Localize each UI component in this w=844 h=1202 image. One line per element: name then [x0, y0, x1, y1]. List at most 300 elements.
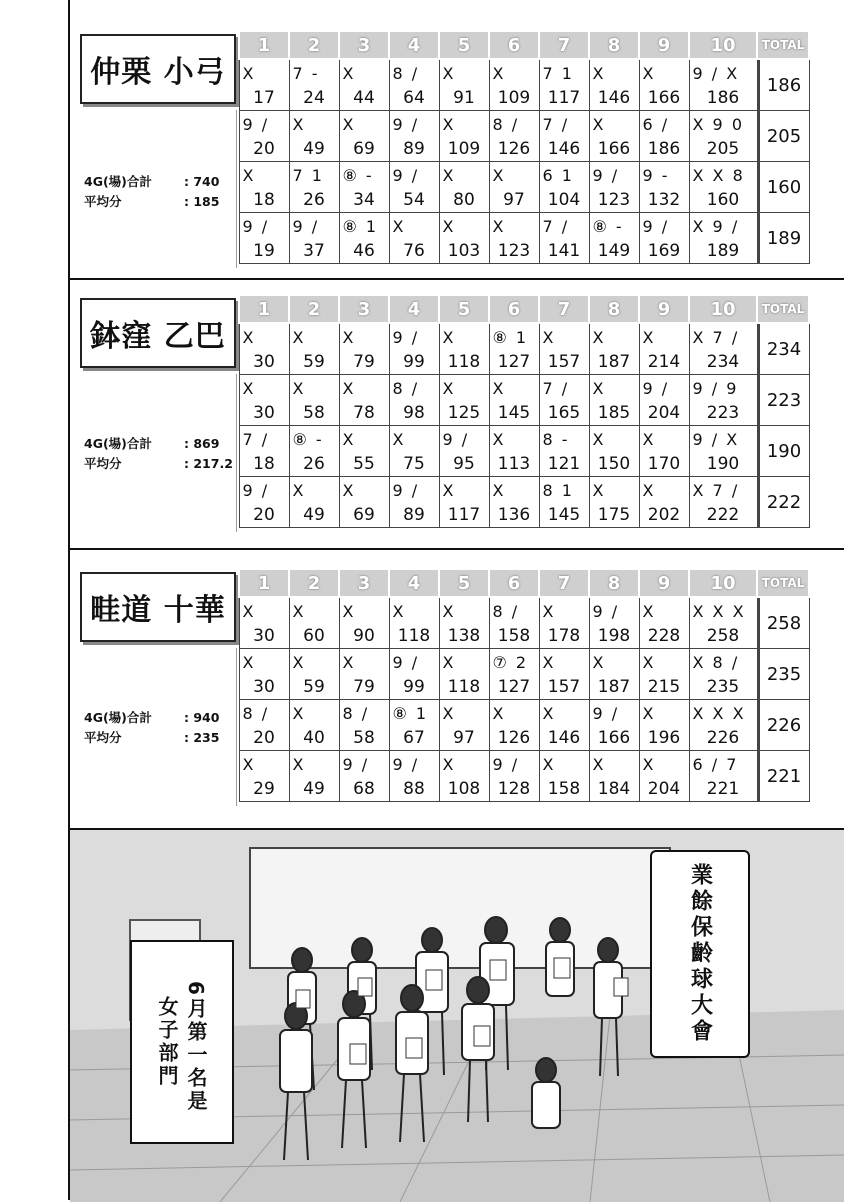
frame-number: 10	[689, 569, 757, 597]
frame-cumulative-score: 69	[353, 505, 375, 525]
frame-cumulative-score: 60	[303, 626, 325, 646]
frame-cell	[289, 59, 339, 111]
watermark: 77mh.com	[699, 1167, 824, 1192]
frame-number: 2	[289, 295, 339, 323]
frame-cell	[489, 751, 539, 802]
frame-marks: 7 1	[542, 63, 574, 83]
frame-cumulative-score: 49	[303, 139, 325, 159]
frame-cumulative-score: 157	[547, 677, 581, 697]
frame-marks: X	[342, 63, 356, 83]
frame-cell	[239, 700, 289, 751]
frame-marks: X	[592, 114, 606, 134]
frame-cell	[539, 375, 589, 426]
frame-number: 10	[689, 31, 757, 59]
frame-marks: 9 /	[442, 429, 470, 449]
frame-cell	[689, 751, 757, 802]
frame-cumulative-score: 132	[647, 190, 681, 210]
frame-number: 3	[339, 295, 389, 323]
frame-cumulative-score: 68	[353, 779, 375, 799]
frame-cell	[639, 597, 689, 649]
frame-marks: X	[442, 378, 456, 398]
frame-cell	[589, 597, 639, 649]
frame-marks: X	[392, 601, 406, 621]
frame-marks: X 9 0	[692, 114, 744, 134]
frame-cell	[289, 700, 339, 751]
frame-number: 2	[289, 31, 339, 59]
frame-marks: 9 /	[392, 754, 420, 774]
frame-cumulative-score: 166	[597, 139, 631, 159]
frame-cumulative-score: 59	[303, 352, 325, 372]
frame-number: 7	[539, 569, 589, 597]
frame-marks: X	[492, 216, 506, 236]
frame-cell	[339, 59, 389, 111]
frame-cell	[339, 751, 389, 802]
player-stats-1	[84, 172, 219, 212]
frame-cumulative-score: 222	[706, 505, 740, 525]
frame-marks: 9 /	[392, 327, 420, 347]
frame-marks: X	[592, 63, 606, 83]
player-name-2: 鉢窪 乙巴	[90, 319, 226, 354]
frame-cumulative-score: 150	[597, 454, 631, 474]
frame-cell	[239, 375, 289, 426]
frame-cumulative-score: 221	[706, 779, 740, 799]
frame-marks: X	[592, 652, 606, 672]
frame-marks: X	[492, 703, 506, 723]
frame-marks: X	[292, 754, 306, 774]
total-header: TOTAL	[757, 569, 809, 597]
frame-cell	[489, 323, 539, 375]
frame-cell	[339, 111, 389, 162]
game-total-cell	[757, 649, 809, 700]
frame-cumulative-score: 169	[647, 241, 681, 261]
frame-cumulative-score: 97	[453, 728, 475, 748]
frame-cumulative-score: 99	[403, 352, 425, 372]
frame-marks: 9 /	[392, 652, 420, 672]
frame-cumulative-score: 58	[303, 403, 325, 423]
frame-marks: X	[442, 601, 456, 621]
game-total-cell	[757, 751, 809, 802]
frame-number: 9	[639, 295, 689, 323]
frame-marks: X	[592, 429, 606, 449]
frame-cumulative-score: 223	[706, 403, 740, 423]
frame-marks: 6 /	[642, 114, 670, 134]
game-total-cell	[757, 597, 809, 649]
frame-cell	[539, 700, 589, 751]
player-name-box-3	[80, 572, 236, 642]
frame-cell	[489, 649, 539, 700]
frame-cumulative-score: 178	[547, 626, 581, 646]
frame-marks: X	[542, 601, 556, 621]
frame-cell	[339, 426, 389, 477]
game-row	[239, 213, 809, 264]
frame-cumulative-score: 24	[303, 88, 325, 108]
frame-cell	[439, 162, 489, 213]
frame-cumulative-score: 196	[647, 728, 681, 748]
frame-cell	[689, 597, 757, 649]
frame-cell	[689, 477, 757, 528]
frame-marks: 7 /	[542, 114, 570, 134]
frame-cell	[589, 477, 639, 528]
frame-marks: X	[342, 429, 356, 449]
average-value-1: : 185	[184, 194, 220, 209]
frame-cumulative-score: 118	[447, 352, 481, 372]
frame-marks: X	[592, 754, 606, 774]
game-total: 190	[758, 426, 809, 476]
frame-cumulative-score: 64	[403, 88, 425, 108]
frame-marks: ⑧ -	[292, 429, 324, 449]
frame-marks: X	[342, 480, 356, 500]
frame-cell	[489, 111, 539, 162]
frame-marks: 7 -	[292, 63, 320, 83]
frame-cumulative-score: 166	[647, 88, 681, 108]
score-table-3	[238, 568, 810, 802]
frame-cell	[639, 111, 689, 162]
frame-cell	[539, 426, 589, 477]
frame-number: 7	[539, 295, 589, 323]
frame-marks: 7 /	[542, 216, 570, 236]
frame-cell	[539, 111, 589, 162]
frame-marks: 9 / 9	[692, 378, 739, 398]
frame-marks: X	[492, 429, 506, 449]
frame-cumulative-score: 109	[447, 139, 481, 159]
frame-marks: 7 1	[292, 165, 324, 185]
frame-cell	[289, 649, 339, 700]
frame-cumulative-score: 95	[453, 454, 475, 474]
frame-cell	[489, 426, 539, 477]
frame-cell	[639, 375, 689, 426]
frame-marks: 6 1	[542, 165, 574, 185]
frame-marks: 9 /	[592, 703, 620, 723]
frame-cell	[439, 597, 489, 649]
frame-cumulative-score: 46	[353, 241, 375, 261]
frame-cumulative-score: 78	[353, 403, 375, 423]
game-row	[239, 323, 809, 375]
frame-cumulative-score: 146	[547, 728, 581, 748]
frame-marks: X	[642, 327, 656, 347]
frame-cell	[389, 59, 439, 111]
frame-cell	[489, 597, 539, 649]
frame-cumulative-score: 26	[303, 454, 325, 474]
frame-number: 5	[439, 295, 489, 323]
frame-marks: X 7 /	[692, 480, 740, 500]
game-row	[239, 700, 809, 751]
player-name-1: 仲栗 小弓	[90, 55, 226, 90]
frame-cumulative-score: 157	[547, 352, 581, 372]
frame-cumulative-score: 189	[706, 241, 740, 261]
frame-cumulative-score: 165	[547, 403, 581, 423]
game-row	[239, 375, 809, 426]
frame-cell	[539, 477, 589, 528]
frame-cell	[639, 213, 689, 264]
frame-number: 3	[339, 569, 389, 597]
frame-marks: X	[242, 754, 256, 774]
frame-cumulative-score: 128	[497, 779, 531, 799]
speech-bubble-left	[130, 940, 234, 1144]
frame-cumulative-score: 149	[597, 241, 631, 261]
frame-marks: X	[642, 480, 656, 500]
frame-cell	[689, 649, 757, 700]
frame-cell	[689, 213, 757, 264]
frame-cumulative-score: 138	[447, 626, 481, 646]
frame-marks: 9 /	[392, 114, 420, 134]
frame-cell	[489, 477, 539, 528]
frame-cell	[439, 477, 489, 528]
frame-cell	[389, 751, 439, 802]
frame-cumulative-score: 109	[497, 88, 531, 108]
frame-cell	[689, 323, 757, 375]
frame-cumulative-score: 204	[647, 779, 681, 799]
frame-cell	[339, 700, 389, 751]
game-total: 226	[758, 700, 809, 750]
frame-cell	[639, 477, 689, 528]
frame-marks: 9 /	[642, 378, 670, 398]
frame-cumulative-score: 235	[706, 677, 740, 697]
average-label-1: 平均分	[84, 194, 122, 209]
divider-2	[70, 548, 844, 550]
frame-cell	[489, 213, 539, 264]
frame-marks: X	[242, 378, 256, 398]
frame-cell	[639, 649, 689, 700]
frame-cumulative-score: 40	[303, 728, 325, 748]
game-row	[239, 162, 809, 213]
game-total: 235	[758, 649, 809, 699]
frame-cumulative-score: 49	[303, 505, 325, 525]
frame-marks: 9 -	[642, 165, 670, 185]
frame-number: 6	[489, 295, 539, 323]
frame-cell	[489, 59, 539, 111]
bubble-left-text-col1: 女子部門	[155, 996, 179, 1088]
frame-number: 8	[589, 295, 639, 323]
frame-number: 2	[289, 569, 339, 597]
frame-cumulative-score: 158	[547, 779, 581, 799]
game-total-cell	[757, 213, 809, 264]
frame-number: 9	[639, 569, 689, 597]
frame-cell	[589, 649, 639, 700]
frame-cell	[339, 323, 389, 375]
game-total-cell	[757, 162, 809, 213]
frame-marks: 9 /	[492, 754, 520, 774]
frame-cumulative-score: 26	[303, 190, 325, 210]
frame-cumulative-score: 91	[453, 88, 475, 108]
frame-cumulative-score: 228	[647, 626, 681, 646]
frame-cumulative-score: 97	[503, 190, 525, 210]
frame-cumulative-score: 187	[597, 352, 631, 372]
frame-cumulative-score: 29	[253, 779, 275, 799]
frame-cell	[589, 111, 639, 162]
player-name-3: 畦道 十華	[90, 593, 226, 628]
frame-cell	[289, 597, 339, 649]
frame-cumulative-score: 79	[353, 352, 375, 372]
frame-cumulative-score: 69	[353, 139, 375, 159]
frame-cumulative-score: 160	[706, 190, 740, 210]
game-total: 223	[758, 375, 809, 425]
frame-cell	[439, 59, 489, 111]
frame-cell	[589, 59, 639, 111]
frame-marks: 8 -	[542, 429, 570, 449]
frame-cell	[589, 700, 639, 751]
frame-cumulative-score: 20	[253, 728, 275, 748]
divider-1	[70, 278, 844, 280]
frame-marks: X	[442, 703, 456, 723]
game-total-cell	[757, 323, 809, 375]
frame-header-row	[239, 31, 809, 59]
frame-marks: X	[542, 652, 556, 672]
frame-cell	[439, 375, 489, 426]
frame-cell	[539, 213, 589, 264]
game-total-cell	[757, 59, 809, 111]
frame-cell	[239, 323, 289, 375]
frame-cumulative-score: 79	[353, 677, 375, 697]
frame-marks: ⑧ -	[592, 216, 624, 236]
frame-cumulative-score: 145	[547, 505, 581, 525]
frame-cumulative-score: 118	[397, 626, 431, 646]
frame-cell	[589, 213, 639, 264]
frame-marks: X	[292, 703, 306, 723]
frame-cell	[389, 477, 439, 528]
frame-cell	[589, 426, 639, 477]
scoreboard-panel-3	[70, 568, 844, 806]
frame-marks: X	[342, 601, 356, 621]
frame-cell	[239, 477, 289, 528]
speech-bubble-right	[650, 850, 750, 1058]
game-row	[239, 59, 809, 111]
frame-cell	[439, 649, 489, 700]
frame-cumulative-score: 108	[447, 779, 481, 799]
frame-marks: 9 /	[292, 216, 320, 236]
frame-cell	[639, 700, 689, 751]
frame-cumulative-score: 146	[547, 139, 581, 159]
frame-marks: X	[442, 327, 456, 347]
frame-marks: 9 /	[392, 165, 420, 185]
frame-marks: X	[442, 216, 456, 236]
frame-marks: X	[642, 429, 656, 449]
frame-cell	[439, 751, 489, 802]
frame-cumulative-score: 205	[706, 139, 740, 159]
frame-cell	[339, 477, 389, 528]
frame-cell	[689, 59, 757, 111]
frame-cumulative-score: 258	[706, 626, 740, 646]
frame-cell	[289, 213, 339, 264]
frame-cumulative-score: 158	[497, 626, 531, 646]
game-total: 205	[758, 111, 809, 161]
frame-cumulative-score: 59	[303, 677, 325, 697]
average-value-3: : 235	[184, 730, 220, 745]
frame-marks: 7 /	[242, 429, 270, 449]
frame-cell	[389, 597, 439, 649]
game-row	[239, 649, 809, 700]
frame-cumulative-score: 18	[253, 190, 275, 210]
player-stats-3	[84, 708, 219, 748]
frame-cumulative-score: 146	[597, 88, 631, 108]
frame-cell	[389, 375, 439, 426]
frame-marks: X	[542, 703, 556, 723]
frame-cell	[689, 700, 757, 751]
frame-cumulative-score: 214	[647, 352, 681, 372]
frame-marks: X	[242, 165, 256, 185]
frame-marks: 8 /	[342, 703, 370, 723]
frame-cell	[689, 426, 757, 477]
frame-marks: X	[292, 652, 306, 672]
frame-marks: X	[292, 480, 306, 500]
frame-cumulative-score: 20	[253, 505, 275, 525]
frame-marks: X 8 /	[692, 652, 740, 672]
score-table-2	[238, 294, 810, 528]
frame-marks: ⑧ 1	[392, 703, 429, 723]
frame-cell	[639, 162, 689, 213]
frame-marks: X	[342, 114, 356, 134]
frame-cell	[389, 426, 439, 477]
frame-cumulative-score: 55	[353, 454, 375, 474]
frame-cumulative-score: 75	[403, 454, 425, 474]
frame-cell	[489, 375, 539, 426]
frame-marks: X X 8	[692, 165, 745, 185]
frame-cell	[239, 59, 289, 111]
frame-cell	[289, 477, 339, 528]
frame-marks: X	[242, 63, 256, 83]
game-total: 221	[758, 751, 809, 801]
total-header: TOTAL	[757, 31, 809, 59]
frame-cumulative-score: 117	[447, 505, 481, 525]
frame-cumulative-score: 113	[497, 454, 531, 474]
frame-cell	[339, 375, 389, 426]
score-table-1	[238, 30, 810, 264]
frame-cell	[589, 375, 639, 426]
frame-number: 7	[539, 31, 589, 59]
frame-cell	[389, 111, 439, 162]
frame-cumulative-score: 17	[253, 88, 275, 108]
frame-cumulative-score: 89	[403, 505, 425, 525]
summary-label-2: 4G(場)合計	[84, 436, 152, 451]
frame-cumulative-score: 90	[353, 626, 375, 646]
game-row	[239, 751, 809, 802]
frame-cumulative-score: 49	[303, 779, 325, 799]
frame-marks: X	[242, 652, 256, 672]
frame-marks: 9 / X	[692, 63, 740, 83]
frame-marks: 9 /	[242, 480, 270, 500]
frame-cell	[539, 59, 589, 111]
frame-marks: X	[642, 63, 656, 83]
frame-cumulative-score: 187	[597, 677, 631, 697]
frame-marks: X	[592, 480, 606, 500]
frame-cumulative-score: 34	[353, 190, 375, 210]
game-row	[239, 597, 809, 649]
frame-cell	[539, 162, 589, 213]
player-stats-2	[84, 434, 233, 474]
frame-marks: 9 /	[592, 601, 620, 621]
frame-marks: X	[642, 703, 656, 723]
frame-marks: 9 / X	[692, 429, 740, 449]
frame-cell	[239, 426, 289, 477]
frame-marks: 9 /	[242, 114, 270, 134]
frame-cell	[239, 162, 289, 213]
game-total-cell	[757, 700, 809, 751]
frame-marks: X	[342, 378, 356, 398]
frame-header-row	[239, 295, 809, 323]
frame-marks: X	[442, 63, 456, 83]
frame-cumulative-score: 19	[253, 241, 275, 261]
frame-marks: X	[392, 429, 406, 449]
frame-marks: 9 /	[242, 216, 270, 236]
frame-cell	[289, 323, 339, 375]
frame-marks: X 7 /	[692, 327, 740, 347]
frame-cumulative-score: 175	[597, 505, 631, 525]
frame-cumulative-score: 88	[403, 779, 425, 799]
frame-marks: X	[642, 754, 656, 774]
frame-cell	[639, 751, 689, 802]
frame-cumulative-score: 117	[547, 88, 581, 108]
game-row	[239, 477, 809, 528]
frame-cell	[539, 323, 589, 375]
